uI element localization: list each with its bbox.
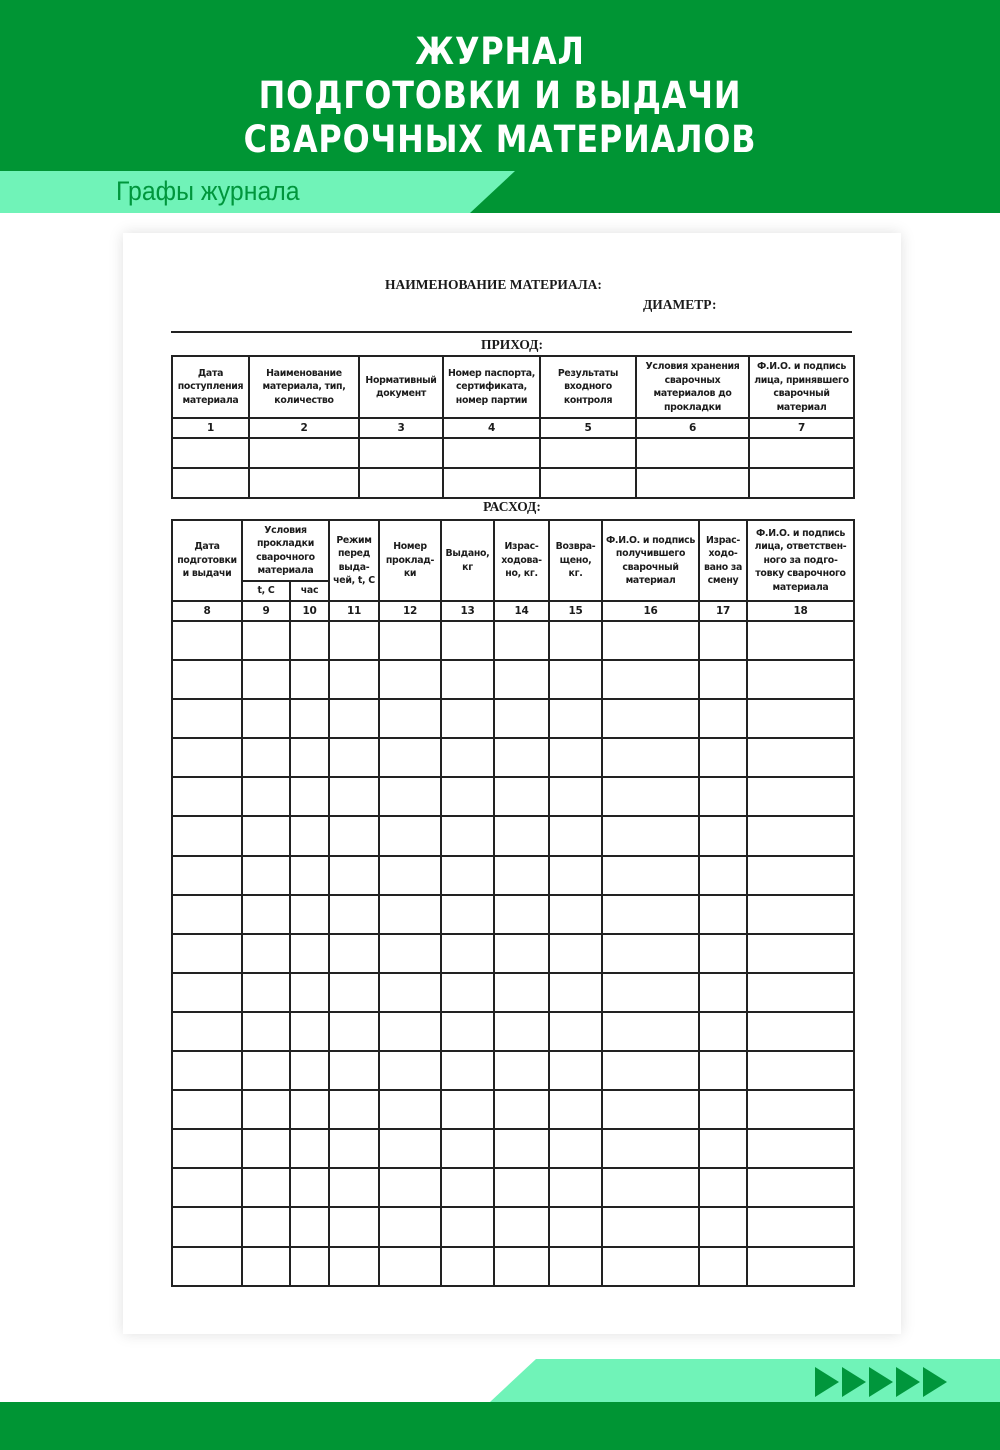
empty-cell[interactable]	[172, 934, 242, 973]
empty-cell[interactable]	[329, 699, 379, 738]
empty-cell[interactable]	[747, 973, 854, 1012]
expense-table-row	[172, 1129, 854, 1168]
empty-cell[interactable]	[172, 1247, 242, 1286]
empty-cell[interactable]	[242, 1168, 290, 1207]
expense-section-title: РАСХОД:	[483, 499, 541, 514]
empty-cell[interactable]	[441, 621, 494, 660]
expense-table-row	[172, 1207, 854, 1246]
income-col-header: Дата поступления материала	[172, 356, 249, 418]
empty-cell[interactable]	[379, 621, 441, 660]
play-arrow-icon	[896, 1367, 923, 1397]
empty-cell[interactable]	[242, 777, 290, 816]
income-col-header: Наименование материала, тип, количество	[249, 356, 359, 418]
empty-cell[interactable]	[242, 699, 290, 738]
empty-cell[interactable]	[441, 1129, 494, 1168]
empty-cell[interactable]	[379, 816, 441, 855]
empty-cell[interactable]	[290, 895, 329, 934]
divider-line	[171, 331, 852, 333]
play-arrow-icon	[815, 1367, 842, 1397]
empty-cell[interactable]	[602, 1168, 699, 1207]
empty-cell[interactable]	[699, 973, 747, 1012]
empty-cell[interactable]	[443, 438, 540, 468]
empty-cell[interactable]	[549, 856, 602, 895]
empty-cell[interactable]	[329, 738, 379, 777]
empty-cell[interactable]	[699, 738, 747, 777]
expense-col-group-header: Условия прокладки сварочного материала	[242, 520, 329, 581]
empty-cell[interactable]	[242, 738, 290, 777]
column-number: 10	[290, 601, 329, 621]
empty-cell[interactable]	[441, 856, 494, 895]
expense-table-row	[172, 777, 854, 816]
empty-cell[interactable]	[329, 895, 379, 934]
empty-cell[interactable]	[172, 438, 249, 468]
empty-cell[interactable]	[747, 1012, 854, 1051]
footer-band	[0, 1402, 1000, 1450]
expense-table-row	[172, 816, 854, 855]
expense-table-row	[172, 1168, 854, 1207]
empty-cell[interactable]	[242, 816, 290, 855]
empty-cell[interactable]	[602, 699, 699, 738]
empty-cell[interactable]	[441, 1207, 494, 1246]
expense-table-row	[172, 738, 854, 777]
empty-cell[interactable]	[329, 1168, 379, 1207]
empty-cell[interactable]	[549, 1090, 602, 1129]
column-number: 12	[379, 601, 441, 621]
empty-cell[interactable]	[549, 1051, 602, 1090]
empty-cell[interactable]	[379, 1247, 441, 1286]
empty-cell[interactable]	[747, 621, 854, 660]
empty-cell[interactable]	[290, 738, 329, 777]
empty-cell[interactable]	[172, 660, 242, 699]
empty-cell[interactable]	[636, 438, 749, 468]
column-number: 11	[329, 601, 379, 621]
empty-cell[interactable]	[747, 1090, 854, 1129]
empty-cell[interactable]	[549, 738, 602, 777]
title-line-1: ЖУРНАЛ	[415, 30, 585, 73]
empty-cell[interactable]	[290, 660, 329, 699]
income-col-header: Ф.И.О. и подпись лица, принявшего сварочный материал	[749, 356, 854, 418]
column-number: 6	[636, 418, 749, 438]
empty-cell[interactable]	[747, 738, 854, 777]
empty-cell[interactable]	[494, 738, 549, 777]
empty-cell[interactable]	[699, 1207, 747, 1246]
empty-cell[interactable]	[441, 816, 494, 855]
expense-table-row	[172, 660, 854, 699]
empty-cell[interactable]	[242, 1090, 290, 1129]
empty-cell[interactable]	[494, 856, 549, 895]
empty-cell[interactable]	[379, 1090, 441, 1129]
empty-cell[interactable]	[172, 973, 242, 1012]
empty-cell[interactable]	[549, 973, 602, 1012]
income-col-header: Условия хранения сварочных материалов до прокладки	[636, 356, 749, 418]
empty-cell[interactable]	[249, 468, 359, 498]
empty-cell[interactable]	[242, 621, 290, 660]
column-number: 2	[249, 418, 359, 438]
empty-cell[interactable]	[379, 699, 441, 738]
column-number: 5	[540, 418, 636, 438]
empty-cell[interactable]	[494, 934, 549, 973]
expense-number-row	[172, 601, 854, 621]
income-col-header: Результаты входного контроля	[540, 356, 636, 418]
empty-cell[interactable]	[540, 468, 636, 498]
empty-cell[interactable]	[602, 1247, 699, 1286]
income-col-header: Нормативный документ	[359, 356, 443, 418]
expense-table-row	[172, 1247, 854, 1286]
empty-cell[interactable]	[549, 1247, 602, 1286]
empty-cell[interactable]	[242, 856, 290, 895]
empty-cell[interactable]	[172, 1129, 242, 1168]
empty-cell[interactable]	[549, 1129, 602, 1168]
empty-cell[interactable]	[441, 934, 494, 973]
empty-cell[interactable]	[747, 1168, 854, 1207]
expense-table-row	[172, 621, 854, 660]
title-line-2: ПОДГОТОВКИ И ВЫДАЧИ	[258, 74, 742, 117]
income-col-header: Номер паспорта, сертификата, номер партии	[443, 356, 540, 418]
empty-cell[interactable]	[602, 1129, 699, 1168]
empty-cell[interactable]	[290, 1247, 329, 1286]
empty-cell[interactable]	[242, 1207, 290, 1246]
empty-cell[interactable]	[290, 973, 329, 1012]
empty-cell[interactable]	[242, 660, 290, 699]
empty-cell[interactable]	[602, 1090, 699, 1129]
column-number: 8	[172, 601, 242, 621]
empty-cell[interactable]	[699, 699, 747, 738]
empty-cell[interactable]	[290, 1012, 329, 1051]
empty-cell[interactable]	[172, 777, 242, 816]
forward-arrows-icon	[815, 1367, 950, 1397]
empty-cell[interactable]	[699, 1168, 747, 1207]
expense-table-row	[172, 856, 854, 895]
income-table-row	[172, 438, 854, 468]
empty-cell[interactable]	[443, 468, 540, 498]
empty-cell[interactable]	[329, 856, 379, 895]
income-header-row	[172, 356, 854, 418]
column-number: 15	[549, 601, 602, 621]
empty-cell[interactable]	[441, 660, 494, 699]
empty-cell[interactable]	[329, 816, 379, 855]
empty-cell[interactable]	[747, 660, 854, 699]
expense-col-header: Дата подготовки и выдачи	[172, 520, 242, 601]
empty-cell[interactable]	[549, 1168, 602, 1207]
empty-cell[interactable]	[290, 699, 329, 738]
empty-cell[interactable]	[549, 1012, 602, 1051]
empty-cell[interactable]	[602, 1051, 699, 1090]
diameter-label: ДИАМЕТР:	[643, 297, 717, 312]
empty-cell[interactable]	[602, 660, 699, 699]
empty-cell[interactable]	[441, 973, 494, 1012]
empty-cell[interactable]	[749, 468, 854, 498]
empty-cell[interactable]	[379, 660, 441, 699]
expense-subcol-header: t, C	[242, 581, 290, 601]
empty-cell[interactable]	[172, 468, 249, 498]
empty-cell[interactable]	[441, 699, 494, 738]
empty-cell[interactable]	[441, 895, 494, 934]
empty-cell[interactable]	[494, 699, 549, 738]
empty-cell[interactable]	[602, 1207, 699, 1246]
empty-cell[interactable]	[549, 621, 602, 660]
column-number: 17	[699, 601, 747, 621]
empty-cell[interactable]	[602, 895, 699, 934]
empty-cell[interactable]	[699, 1012, 747, 1051]
expense-col-header: Номер проклад-ки	[379, 520, 441, 601]
empty-cell[interactable]	[379, 856, 441, 895]
empty-cell[interactable]	[329, 973, 379, 1012]
income-table	[171, 355, 855, 499]
income-table-row	[172, 468, 854, 498]
empty-cell[interactable]	[441, 1051, 494, 1090]
empty-cell[interactable]	[329, 1247, 379, 1286]
empty-cell[interactable]	[747, 1247, 854, 1286]
empty-cell[interactable]	[540, 438, 636, 468]
column-number: 4	[443, 418, 540, 438]
empty-cell[interactable]	[602, 856, 699, 895]
empty-cell[interactable]	[747, 777, 854, 816]
empty-cell[interactable]	[602, 973, 699, 1012]
empty-cell[interactable]	[699, 1090, 747, 1129]
empty-cell[interactable]	[747, 1129, 854, 1168]
empty-cell[interactable]	[290, 1090, 329, 1129]
empty-cell[interactable]	[549, 660, 602, 699]
empty-cell[interactable]	[441, 1012, 494, 1051]
empty-cell[interactable]	[172, 1168, 242, 1207]
empty-cell[interactable]	[290, 1168, 329, 1207]
empty-cell[interactable]	[172, 856, 242, 895]
expense-col-header: Израс-ходова-но, кг.	[494, 520, 549, 601]
empty-cell[interactable]	[290, 1207, 329, 1246]
empty-cell[interactable]	[379, 1051, 441, 1090]
title-line-3: СВАРОЧНЫХ МАТЕРИАЛОВ	[243, 118, 757, 161]
empty-cell[interactable]	[242, 895, 290, 934]
empty-cell[interactable]	[379, 934, 441, 973]
expense-table	[171, 519, 855, 1287]
column-number: 1	[172, 418, 249, 438]
column-number: 13	[441, 601, 494, 621]
column-number: 14	[494, 601, 549, 621]
empty-cell[interactable]	[747, 856, 854, 895]
empty-cell[interactable]	[379, 1168, 441, 1207]
empty-cell[interactable]	[329, 621, 379, 660]
empty-cell[interactable]	[494, 1012, 549, 1051]
empty-cell[interactable]	[290, 1051, 329, 1090]
empty-cell[interactable]	[699, 1129, 747, 1168]
empty-cell[interactable]	[359, 438, 443, 468]
empty-cell[interactable]	[242, 1051, 290, 1090]
empty-cell[interactable]	[602, 934, 699, 973]
empty-cell[interactable]	[172, 1207, 242, 1246]
empty-cell[interactable]	[549, 816, 602, 855]
empty-cell[interactable]	[494, 973, 549, 1012]
empty-cell[interactable]	[379, 895, 441, 934]
expense-table-row	[172, 1090, 854, 1129]
empty-cell[interactable]	[172, 1012, 242, 1051]
empty-cell[interactable]	[329, 660, 379, 699]
empty-cell[interactable]	[494, 1051, 549, 1090]
subtitle: Графы журнала	[116, 176, 300, 206]
empty-cell[interactable]	[749, 438, 854, 468]
empty-cell[interactable]	[329, 1012, 379, 1051]
empty-cell[interactable]	[441, 1247, 494, 1286]
empty-cell[interactable]	[699, 660, 747, 699]
empty-cell[interactable]	[494, 895, 549, 934]
expense-table-row	[172, 1051, 854, 1090]
empty-cell[interactable]	[441, 1090, 494, 1129]
empty-cell[interactable]	[242, 973, 290, 1012]
empty-cell[interactable]	[290, 816, 329, 855]
income-section-title: ПРИХОД:	[481, 337, 543, 352]
empty-cell[interactable]	[359, 468, 443, 498]
empty-cell[interactable]	[290, 1129, 329, 1168]
empty-cell[interactable]	[699, 1247, 747, 1286]
empty-cell[interactable]	[441, 777, 494, 816]
page-title	[70, 30, 930, 162]
empty-cell[interactable]	[242, 1012, 290, 1051]
play-arrow-icon	[869, 1367, 896, 1397]
empty-cell[interactable]	[699, 934, 747, 973]
income-number-row	[172, 418, 854, 438]
empty-cell[interactable]	[549, 934, 602, 973]
empty-cell[interactable]	[441, 738, 494, 777]
empty-cell[interactable]	[494, 1090, 549, 1129]
empty-cell[interactable]	[379, 973, 441, 1012]
empty-cell[interactable]	[172, 621, 242, 660]
empty-cell[interactable]	[494, 816, 549, 855]
empty-cell[interactable]	[329, 1129, 379, 1168]
empty-cell[interactable]	[602, 738, 699, 777]
empty-cell[interactable]	[379, 1129, 441, 1168]
empty-cell[interactable]	[329, 1207, 379, 1246]
empty-cell[interactable]	[602, 816, 699, 855]
column-number: 18	[747, 601, 854, 621]
empty-cell[interactable]	[172, 1090, 242, 1129]
empty-cell[interactable]	[494, 660, 549, 699]
empty-cell[interactable]	[172, 895, 242, 934]
expense-col-header: Ф.И.О. и подпись получившего сварочный материал	[602, 520, 699, 601]
empty-cell[interactable]	[290, 621, 329, 660]
expense-col-header: Израс-ходо-вано за смену	[699, 520, 747, 601]
empty-cell[interactable]	[329, 934, 379, 973]
empty-cell[interactable]	[329, 1090, 379, 1129]
empty-cell[interactable]	[602, 1012, 699, 1051]
empty-cell[interactable]	[699, 856, 747, 895]
empty-cell[interactable]	[441, 1168, 494, 1207]
empty-cell[interactable]	[172, 699, 242, 738]
empty-cell[interactable]	[602, 777, 699, 816]
expense-table-row	[172, 1012, 854, 1051]
empty-cell[interactable]	[172, 816, 242, 855]
expense-table-row	[172, 699, 854, 738]
empty-cell[interactable]	[747, 934, 854, 973]
empty-cell[interactable]	[379, 1207, 441, 1246]
empty-cell[interactable]	[172, 738, 242, 777]
empty-cell[interactable]	[699, 621, 747, 660]
empty-cell[interactable]	[494, 1129, 549, 1168]
column-number: 7	[749, 418, 854, 438]
empty-cell[interactable]	[242, 1247, 290, 1286]
empty-cell[interactable]	[747, 816, 854, 855]
empty-cell[interactable]	[747, 895, 854, 934]
expense-table-row	[172, 934, 854, 973]
empty-cell[interactable]	[747, 1051, 854, 1090]
empty-cell[interactable]	[242, 934, 290, 973]
empty-cell[interactable]	[494, 1168, 549, 1207]
empty-cell[interactable]	[747, 1207, 854, 1246]
empty-cell[interactable]	[549, 699, 602, 738]
empty-cell[interactable]	[494, 1247, 549, 1286]
material-name-label: НАИМЕНОВАНИЕ МАТЕРИАЛА:	[385, 277, 602, 292]
empty-cell[interactable]	[549, 1207, 602, 1246]
empty-cell[interactable]	[602, 621, 699, 660]
column-number: 16	[602, 601, 699, 621]
empty-cell[interactable]	[494, 1207, 549, 1246]
empty-cell[interactable]	[242, 1129, 290, 1168]
empty-cell[interactable]	[329, 1051, 379, 1090]
empty-cell[interactable]	[636, 468, 749, 498]
empty-cell[interactable]	[549, 777, 602, 816]
empty-cell[interactable]	[379, 1012, 441, 1051]
empty-cell[interactable]	[290, 934, 329, 973]
empty-cell[interactable]	[329, 777, 379, 816]
empty-cell[interactable]	[379, 777, 441, 816]
expense-col-header: Возвра-щено, кг.	[549, 520, 602, 601]
column-number: 3	[359, 418, 443, 438]
empty-cell[interactable]	[172, 1051, 242, 1090]
empty-cell[interactable]	[699, 895, 747, 934]
expense-subcol-header: час	[290, 581, 329, 601]
empty-cell[interactable]	[290, 777, 329, 816]
play-arrow-icon	[842, 1367, 869, 1397]
expense-table-row	[172, 895, 854, 934]
empty-cell[interactable]	[699, 816, 747, 855]
expense-header-row	[172, 520, 854, 581]
empty-cell[interactable]	[290, 856, 329, 895]
expense-col-header: Ф.И.О. и подпись лица, ответствен-ного за подго-товку сварочного материала	[747, 520, 854, 601]
play-arrow-icon	[923, 1367, 950, 1397]
expense-col-header: Выдано, кг	[441, 520, 494, 601]
expense-table-row	[172, 973, 854, 1012]
empty-cell[interactable]	[747, 699, 854, 738]
empty-cell[interactable]	[699, 777, 747, 816]
empty-cell[interactable]	[494, 621, 549, 660]
empty-cell[interactable]	[249, 438, 359, 468]
empty-cell[interactable]	[699, 1051, 747, 1090]
empty-cell[interactable]	[379, 738, 441, 777]
empty-cell[interactable]	[494, 777, 549, 816]
expense-col-header: Режим перед выда-чей, t, C	[329, 520, 379, 601]
column-number: 9	[242, 601, 290, 621]
empty-cell[interactable]	[549, 895, 602, 934]
